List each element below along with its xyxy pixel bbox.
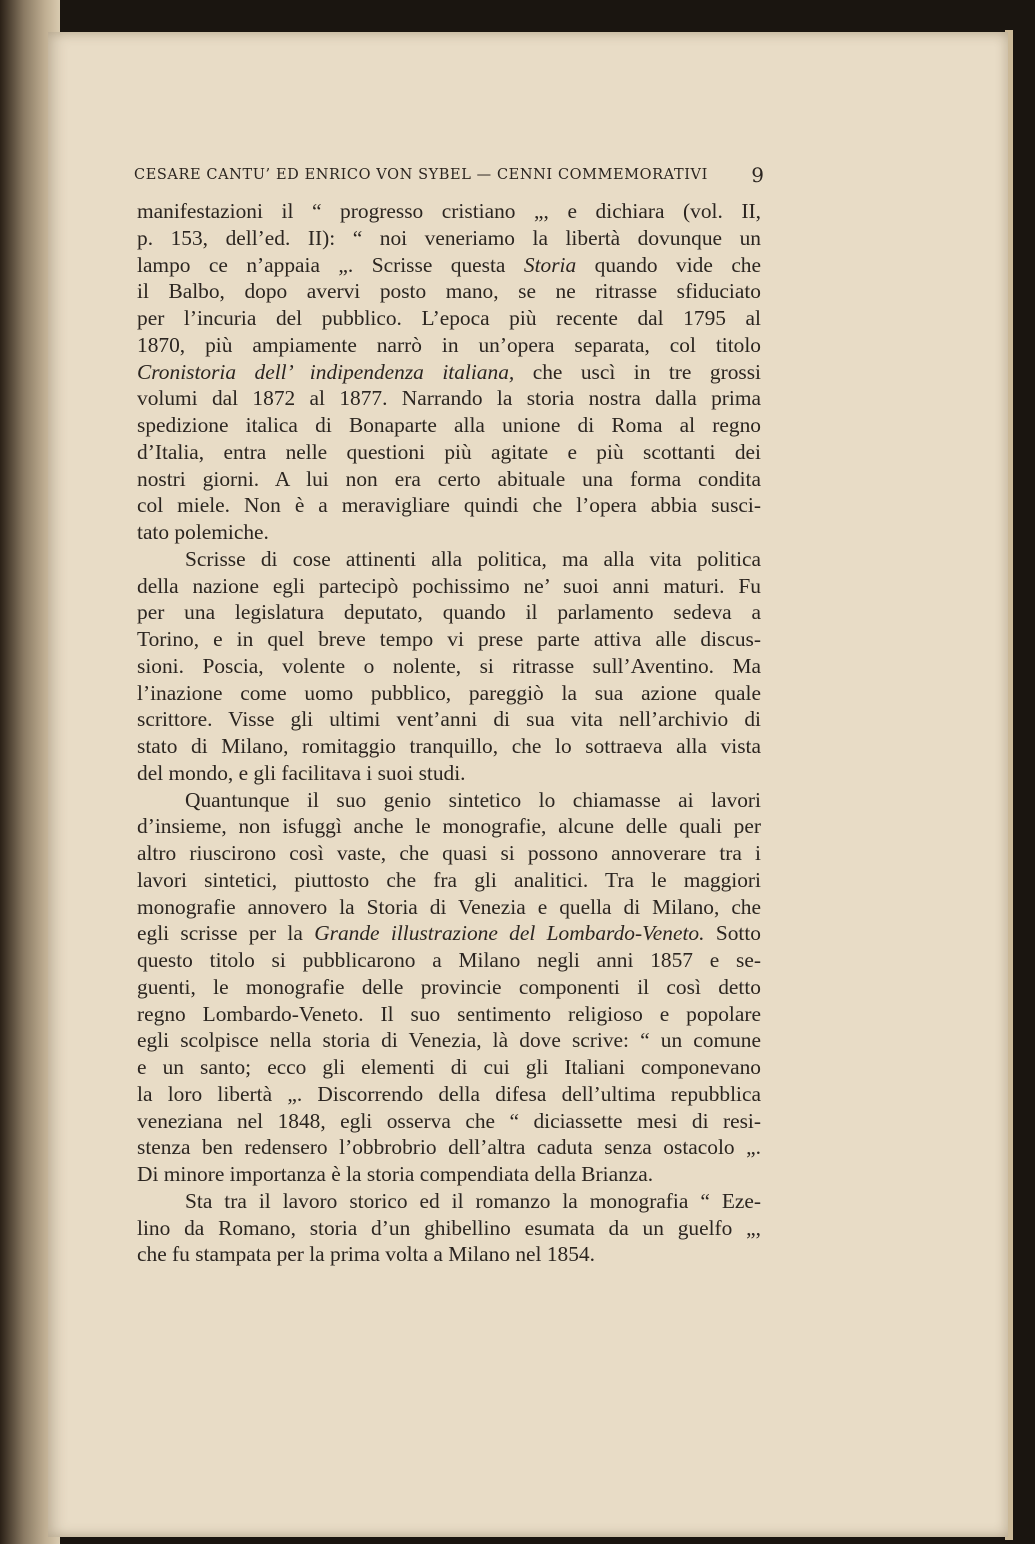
running-head-title: CESARE CANTU’ ED ENRICO VON SYBEL — CENNI COMMEMORATIVI [134, 167, 708, 183]
text-line: egli scolpisce nella storia di Venezia, là dove scrive: “ un comune [137, 1028, 761, 1053]
text-line: veneziana nel 1848, egli osserva che “ diciassette mesi di resi- [137, 1108, 761, 1133]
text-line: guenti, le monografie delle provincie componenti il così detto [137, 974, 761, 999]
text-line: per una legislatura deputato, quando il parlamento sedeva a [137, 600, 761, 625]
body-text [137, 198, 761, 1268]
italic-title: Cronistoria dell’ indipendenza italiana, [137, 359, 515, 384]
text-line: d’Italia, entra nelle questioni più agitate e più scottanti dei [137, 439, 761, 464]
text-line: questo titolo si pubblicarono a Milano negli anni 1857 e se- [137, 948, 761, 972]
text-line: lavori sintetici, piuttosto che fra gli analitici. Tra le maggiori [137, 867, 761, 892]
text-line: della nazione egli partecipò pochissimo ne’ suoi anni maturi. Fu [137, 573, 761, 598]
text-line: lino da Romano, storia d’un ghibellino esumata da un guelfo „, [137, 1215, 761, 1240]
page-number: 9 [751, 163, 764, 187]
paragraph [137, 1188, 761, 1268]
text-line: la loro libertà „. Discorrendo della difesa dell’ultima repubblica [137, 1081, 761, 1106]
text-line: stenza ben redensero l’obbrobrio dell’altra caduta senza ostacolo „. [137, 1135, 761, 1160]
running-head [134, 165, 764, 191]
text-line: Sta tra il lavoro storico ed il romanzo la monografia “ Eze- [185, 1188, 761, 1213]
text-line: lampo ce n’appaia „. Scrisse questa Storia quando vide che [137, 252, 761, 277]
paragraph [137, 198, 761, 546]
text-line: d’insieme, non isfuggì anche le monografie, alcune delle quali per [137, 814, 761, 839]
text-line: l’inazione come uomo pubblico, pareggiò la sua azione quale [137, 680, 761, 705]
text-line: Torino, e in quel breve tempo vi prese parte attiva alle discus- [137, 627, 761, 651]
text-line: egli scrisse per la Grande illustrazione del Lombardo-Veneto. Sotto [137, 921, 761, 946]
paragraph [137, 546, 761, 787]
text-line: per l’incuria del pubblico. L’epoca più recente dal 1795 al [137, 306, 761, 330]
text-line: Quantunque il suo genio sintetico lo chiamasse ai lavori [185, 787, 761, 812]
text-line: regno Lombardo-Veneto. Il suo sentimento religioso e popolare [137, 1001, 761, 1026]
text-line: nostri giorni. A lui non era certo abituale una forma condita [137, 466, 761, 491]
text-line: stato di Milano, romitaggio tranquillo, che lo sottraeva alla vista [137, 734, 761, 758]
text-line: e un santo; ecco gli elementi di cui gli Italiani componevano [137, 1055, 761, 1079]
text-line: volumi dal 1872 al 1877. Narrando la storia nostra dalla prima [137, 386, 761, 411]
text-line: manifestazioni il “ progresso cristiano „, e dichiara (vol. II, [137, 199, 761, 223]
text-line: il Balbo, dopo avervi posto mano, se ne ritrasse sfiduciato [137, 279, 761, 304]
text-line: tato polemiche. [137, 520, 269, 544]
italic-title: Storia [523, 252, 577, 277]
text-line: Di minore importanza è la storia compendiata della Brianza. [137, 1162, 654, 1186]
text-line: del mondo, e gli facilitava i suoi studi. [137, 760, 466, 785]
text-line: col miele. Non è a meravigliare quindi che l’opera abbia susci- [137, 493, 761, 518]
text-line: Cronistoria dell’ indipendenza italiana, che uscì in tre grossi [137, 359, 761, 384]
text-line: che fu stampata per la prima volta a Milano nel 1854. [137, 1242, 595, 1267]
text-line: Scrisse di cose attinenti alla politica, ma alla vita politica [185, 546, 761, 571]
text-line: p. 153, dell’ed. II): “ noi veneriamo la libertà dovunque un [137, 225, 761, 250]
paragraph [137, 787, 761, 1188]
text-line: monografie annovero la Storia di Venezia e quella di Milano, che [137, 894, 761, 919]
text-line: altro riuscirono così vaste, che quasi si possono annoverare tra i [137, 841, 761, 865]
text-line: spedizione italica di Bonaparte alla unione di Roma al regno [137, 413, 761, 437]
text-line: scrittore. Visse gli ultimi vent’anni di sua vita nell’archivio di [137, 707, 761, 732]
italic-title: Grande illustrazione del Lombardo-Veneto. [314, 921, 705, 946]
text-line: 1870, più ampiamente narrò in un’opera separata, col titolo [137, 332, 761, 357]
text-line: sioni. Poscia, volente o nolente, si ritrasse sull’Aventino. Ma [137, 653, 761, 678]
